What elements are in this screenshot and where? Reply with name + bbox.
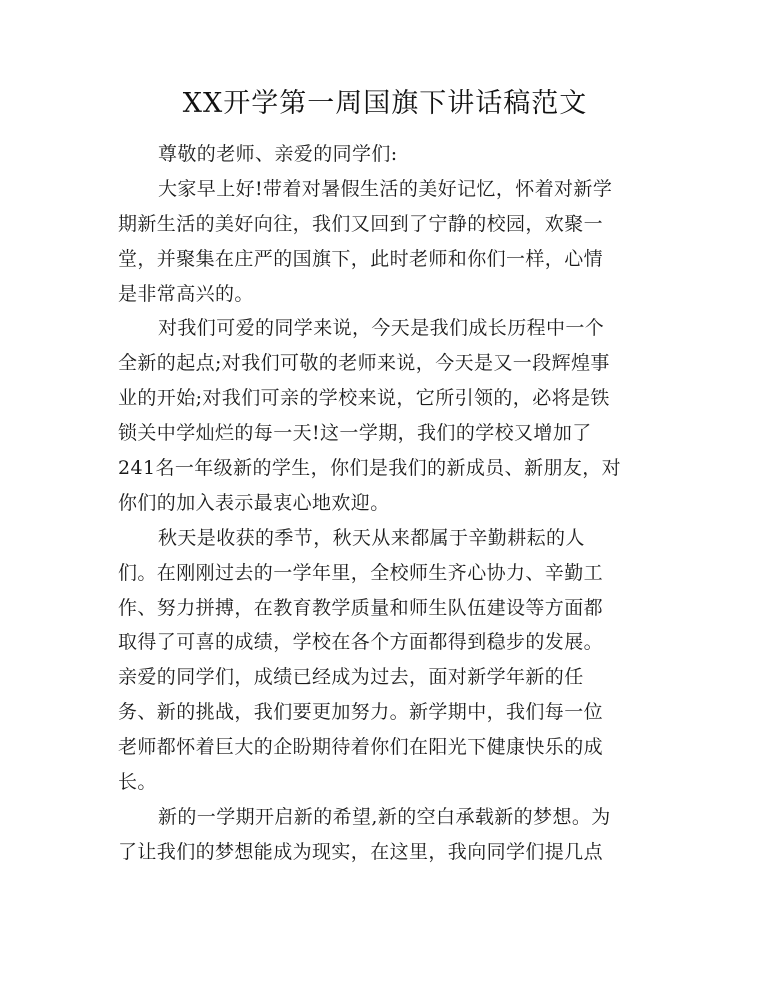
paragraph-line: 们。在刚刚过去的一学年里，全校师生齐心协力、辛勤工 — [118, 561, 604, 584]
paragraph-first-line: 对我们可爱的同学来说，今天是我们成长历程中一个 — [158, 317, 605, 340]
paragraph-line: 全新的起点;对我们可敬的老师来说，今天是又一段辉煌事 — [118, 352, 610, 375]
paragraph-line: 241名一年级新的学生，你们是我们的新成员、新朋友，对 — [118, 457, 622, 480]
paragraph-line: 堂，并聚集在庄严的国旗下，此时老师和你们一样，心情 — [118, 247, 604, 270]
paragraph-line: 了让我们的梦想能成为现实，在这里，我向同学们提几点 — [118, 840, 604, 863]
paragraph-line: 是非常高兴的。 — [118, 282, 254, 305]
paragraph-line: 取得了可喜的成绩，学校在各个方面都得到稳步的发展。 — [118, 631, 604, 654]
paragraph-first-line: 新的一学期开启新的希望,新的空白承载新的梦想。为 — [158, 805, 611, 828]
paragraph-line: 期新生活的美好向往，我们又回到了宁静的校园，欢聚一 — [118, 212, 604, 235]
paragraph-line: 业的开始;对我们可亲的学校来说，它所引领的，必将是铁 — [118, 387, 610, 410]
paragraph-first-line: 大家早上好!带着对暑假生活的美好记忆，怀着对新学 — [158, 177, 613, 200]
paragraph-line: 作、努力拼搏，在教育教学质量和师生队伍建设等方面都 — [118, 596, 604, 619]
paragraph-first-line: 尊敬的老师、亲爱的同学们: — [158, 143, 398, 165]
document-title: XX开学第一周国旗下讲话稿范文 — [182, 88, 588, 119]
paragraph-line: 亲爱的同学们，成绩已经成为过去，面对新学年新的任 — [118, 666, 584, 689]
paragraph-line: 锁关中学灿烂的每一天!这一学期，我们的学校又增加了 — [118, 422, 592, 445]
paragraph-line: 务、新的挑战，我们要更加努力。新学期中，我们每一位 — [118, 701, 604, 724]
paragraph-line: 你们的加入表示最衷心地欢迎。 — [118, 491, 390, 514]
document-body — [118, 137, 658, 870]
paragraph-line: 长。 — [118, 771, 157, 794]
paragraph-line: 老师都怀着巨大的企盼期待着你们在阳光下健康快乐的成 — [118, 736, 604, 759]
paragraph-first-line: 秋天是收获的季节，秋天从来都属于辛勤耕耘的人 — [158, 526, 585, 549]
